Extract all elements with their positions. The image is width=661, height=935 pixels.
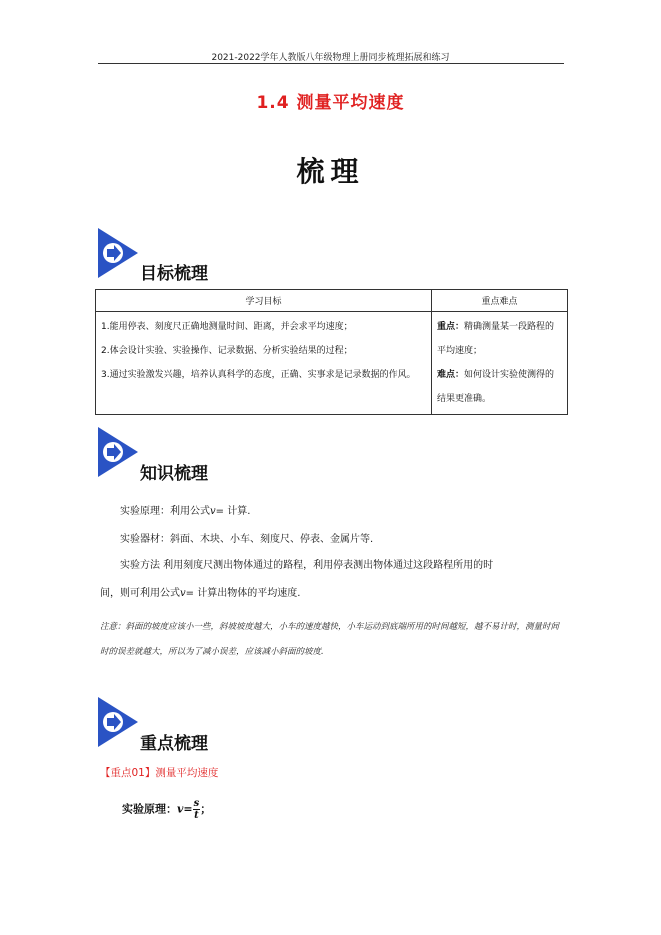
section-title-key: 重点梳理 xyxy=(140,734,208,754)
goals-cell xyxy=(96,312,432,415)
method-prefix: 间，则可利用公式 xyxy=(100,588,180,599)
difficulty-text: 如何设计实验使测得的结果更准确。 xyxy=(437,370,555,404)
page-title: 1.4 测量平均速度 xyxy=(256,93,405,113)
method-line-1: 实验方法 利用刻度尺测出物体通过的路程，利用停表测出物体通过这段路程所用的时 xyxy=(120,560,494,571)
goals-table xyxy=(95,289,568,415)
principle-suffix: = 计算. xyxy=(215,506,251,517)
keypoints-cell xyxy=(432,312,568,415)
formula-end: ； xyxy=(200,802,212,816)
variable-v: v xyxy=(180,588,186,599)
fraction-denominator: t xyxy=(194,810,199,821)
formula xyxy=(122,798,211,821)
equipment-line: 实验器材：斜面、木块、小车、刻度尺、停表、金属片等. xyxy=(120,534,374,545)
arrow-right-icon xyxy=(98,427,138,477)
fraction-numerator: s xyxy=(193,798,200,809)
key-point-tag: 【重点01】测量平均速度 xyxy=(100,767,219,779)
goal-item: 2.体会设计实验、实验操作、记录数据、分析实验结果的过程； xyxy=(101,346,353,356)
principle-prefix: 实验原理：利用公式 xyxy=(120,506,210,517)
goal-item: 3.通过实验激发兴趣，培养认真科学的态度，正确、实事求是记录数据的作风。 xyxy=(101,370,416,380)
goal-item: 1.能用停表、刻度尺正确地测量时间、距离，并会求平均速度； xyxy=(101,322,353,332)
page-subtitle: 梳理 xyxy=(296,155,365,188)
header-text: 2021-2022学年人教版八年级物理上册同步梳理拓展和练习 xyxy=(211,53,450,63)
principle-line xyxy=(120,502,250,517)
formula-label: 实验原理： xyxy=(122,802,177,816)
section-title-knowledge: 知识梳理 xyxy=(140,464,208,484)
difficulty-label: 难点： xyxy=(437,370,465,380)
section-title-goals: 目标梳理 xyxy=(140,264,208,284)
table-header-goals: 学习目标 xyxy=(96,290,432,312)
method-suffix: = 计算出物体的平均速度. xyxy=(185,588,301,599)
method-line-2 xyxy=(100,584,300,599)
key-text: 精确测量某一段路程的平均速度； xyxy=(437,322,555,356)
note-paragraph: 注意：斜面的坡度应该小一些，斜坡坡度越大，小车的速度越快，小车运动到底端所用的时间越短，越不易计时，测量时间时的误差就越大，所以为了减小误差，应该减小斜面的坡度. xyxy=(100,622,560,657)
arrow-right-icon xyxy=(98,228,138,278)
table-header-keypoints: 重点难点 xyxy=(432,290,568,312)
formula-lhs: v= xyxy=(177,802,193,816)
arrow-right-icon xyxy=(98,697,138,747)
variable-v: v xyxy=(210,506,216,517)
key-label: 重点： xyxy=(437,322,465,332)
header-divider xyxy=(98,63,564,64)
